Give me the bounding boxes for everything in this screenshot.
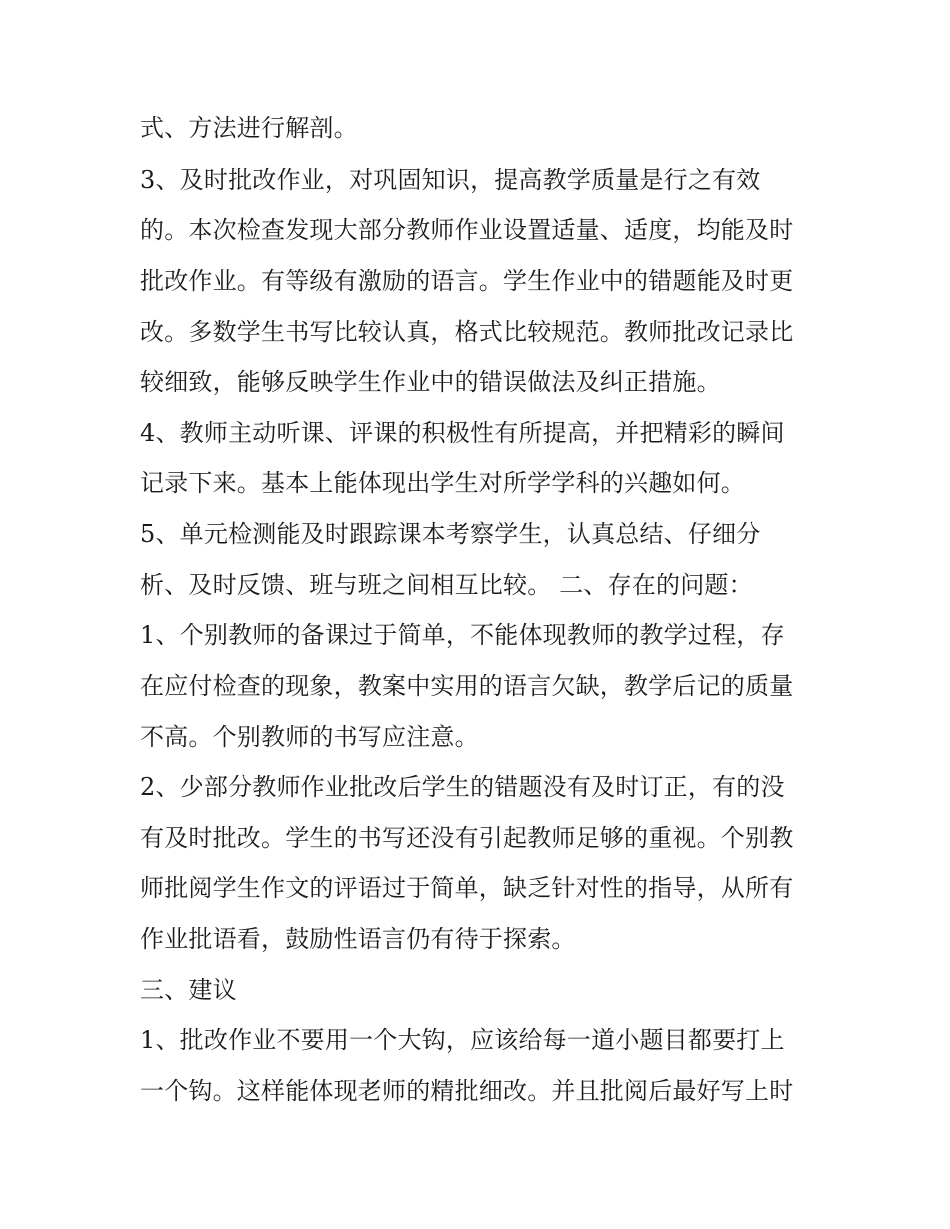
text-line: 4、教师主动听课、评课的积极性有所提高，并把精彩的瞬间 (140, 419, 785, 447)
text-line: 批改作业。有等级有激励的语言。学生作业中的错题能及时更 (140, 267, 794, 295)
text-line: 记录下来。基本上能体现出学生对所学学科的兴趣如何。 (140, 469, 745, 497)
text-line: 析、及时反馈、班与班之间相互比较。 二、存在的问题： (140, 571, 753, 599)
text-line: 不高。个别教师的书写应注意。 (140, 723, 479, 751)
text-line: 5、单元检测能及时跟踪课本考察学生，认真总结、仔细分 (140, 520, 761, 548)
text-line: 1、个别教师的备课过于简单，不能体现教师的教学过程，存 (140, 621, 785, 649)
text-line: 师批阅学生作文的评语过于简单，缺乏针对性的指导，从所有 (140, 874, 794, 902)
text-line: 改。多数学生书写比较认真，格式比较规范。教师批改记录比 (140, 318, 794, 346)
text-line: 式、方法进行解剖。 (140, 114, 358, 142)
text-line: 3、及时批改作业，对巩固知识，提高教学质量是行之有效 (140, 166, 761, 194)
text-line: 有及时批改。学生的书写还没有引起教师足够的重视。个别教 (140, 824, 794, 852)
text-line: 2、少部分教师作业批改后学生的错题没有及时订正，有的没 (140, 773, 785, 801)
text-line: 的。本次检查发现大部分教师作业设置适量、适度，均能及时 (140, 216, 794, 244)
text-line: 在应付检查的现象，教案中实用的语言欠缺，教学后记的质量 (140, 672, 794, 700)
text-line: 一个钩。这样能体现老师的精批细改。并且批阅后最好写上时 (140, 1077, 794, 1105)
section-heading: 三、建议 (140, 976, 237, 1004)
text-line: 较细致，能够反映学生作业中的错误做法及纠正措施。 (140, 368, 721, 396)
text-line: 1、批改作业不要用一个大钩，应该给每一道小题目都要打上 (140, 1026, 785, 1054)
text-line: 作业批语看，鼓励性语言仍有待于探索。 (140, 925, 576, 953)
